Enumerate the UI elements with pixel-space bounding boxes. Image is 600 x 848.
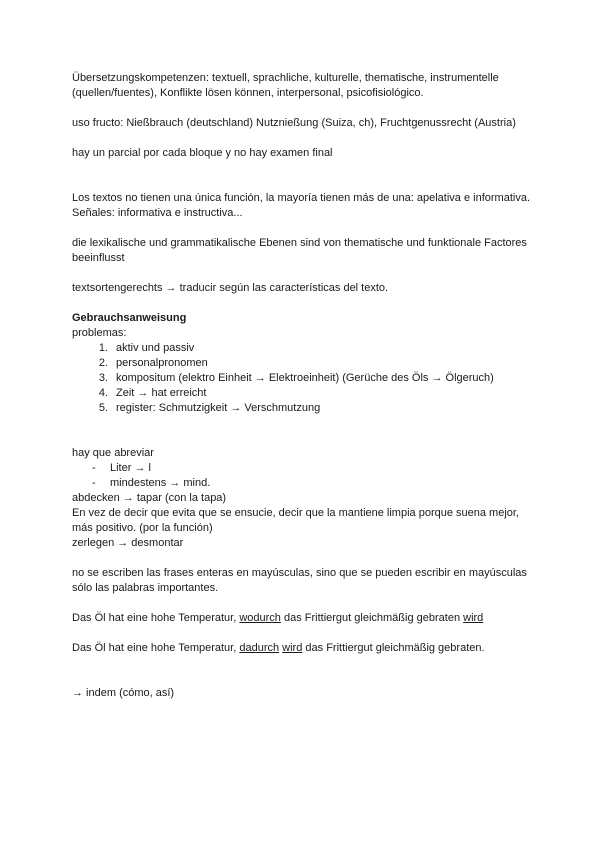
- paragraph-parcial: hay un parcial por cada bloque y no hay examen final: [72, 147, 333, 159]
- sentence-dadurch: Das Öl hat eine hohe Temperatur, dadurch wird das Frittiergut gleichmäßig gebraten.: [72, 642, 485, 654]
- list-item: 3. kompositum (elektro Einheit → Elektroeinheit) (Gerüche des Öls → Ölgeruch): [98, 372, 494, 384]
- paragraph-abdecken: abdecken → tapar (con la tapa): [72, 492, 227, 504]
- list-item: - mindestens → mind.: [92, 477, 211, 489]
- paragraph-textsorten: textsortengerechts → traducir según las características del texto.: [72, 282, 389, 294]
- document-body: [72, 71, 532, 701]
- paragraph-mayusculas: no se escriben las frases enteras en mayúsculas, sino que se pueden escribir en mayúsculas sólo las palabras importantes.: [72, 567, 527, 594]
- paragraph-competencias: Übersetzungskompetenzen: textuell, sprachliche, kulturelle, thematische, instrumentelle (quellen/fuentes), Konflikte lösen können, interpersonal, psicofisiológico.: [72, 72, 499, 99]
- abreviar-list: [72, 461, 532, 491]
- problemas-label: problemas:: [72, 327, 127, 339]
- abreviar-label: hay que abreviar: [72, 447, 154, 459]
- section-heading: Gebrauchsanweisung: [72, 312, 187, 324]
- paragraph-funciones: Los textos no tienen una única función, la mayoría tienen más de una: apelativa e informativa. Señales: informativa e instructiva...: [72, 192, 531, 219]
- list-item: 5. register: Schmutzigkeit → Verschmutzung: [98, 402, 321, 414]
- list-item: - Liter → l: [92, 462, 151, 474]
- paragraph-ebenen: die lexikalische und grammatikalische Ebenen sind von thematische und funktionale Factores beeinflusst: [72, 237, 527, 264]
- paragraph-indem: → indem (cómo, así): [72, 687, 175, 699]
- list-item: 2. personalpronomen: [98, 357, 208, 369]
- paragraph-en-vez: En vez de decir que evita que se ensucie, decir que la mantiene limpia porque suena mejor, más positivo. (por la función): [72, 507, 519, 534]
- problemas-list: [72, 341, 532, 416]
- paragraph-zerlegen: zerlegen → desmontar: [72, 537, 184, 549]
- sentence-wodurch: Das Öl hat eine hohe Temperatur, wodurch das Frittiergut gleichmäßig gebraten wird: [72, 612, 484, 624]
- list-item: 4. Zeit → hat erreicht: [98, 387, 207, 399]
- paragraph-usufructo: uso fructo: Nießbrauch (deutschland) Nutznießung (Suiza, ch), Fruchtgenussrecht (Austria): [72, 117, 516, 129]
- list-item: 1. aktiv und passiv: [98, 342, 195, 354]
